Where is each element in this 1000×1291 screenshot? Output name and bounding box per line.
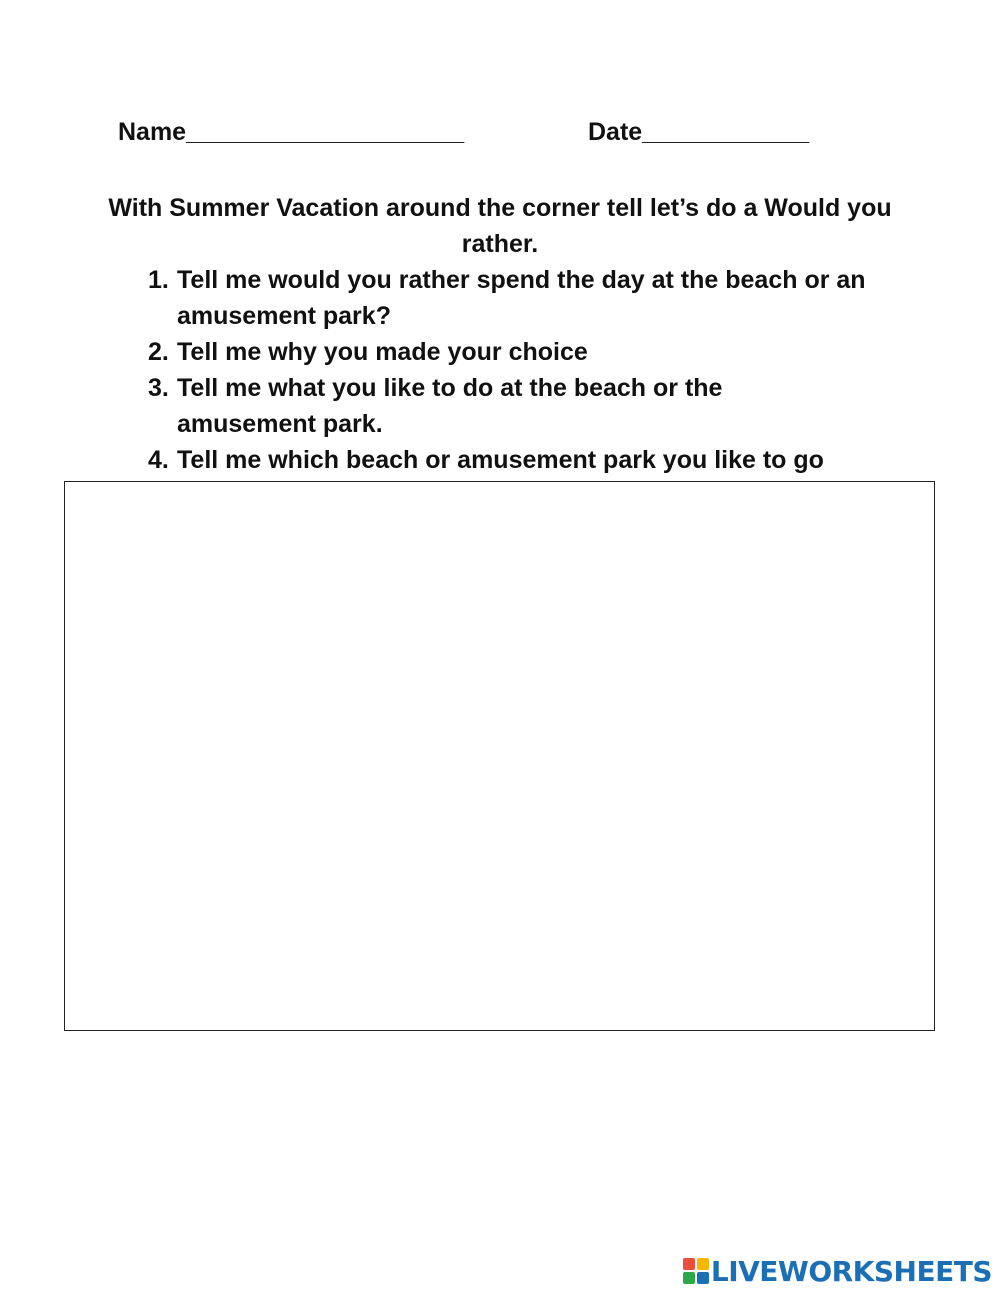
name-field[interactable]: Name____________________: [118, 118, 465, 146]
answer-box[interactable]: [64, 481, 935, 1031]
question-item: [148, 334, 868, 370]
question-item: [148, 442, 868, 478]
date-field[interactable]: Date____________: [588, 118, 810, 146]
liveworksheets-logo-icon: [683, 1258, 709, 1284]
question-number: 2.: [148, 338, 169, 366]
liveworksheets-brand: [683, 1254, 992, 1288]
question-number: 4.: [148, 446, 169, 474]
question-number: 1.: [148, 266, 169, 294]
brand-wordmark: LIVEWORKSHEETS: [710, 1254, 992, 1288]
header-row: [118, 118, 878, 158]
intro-text: With Summer Vacation around the corner tell let’s do a Would you rather.: [108, 194, 892, 258]
question-text: Tell me which beach or amusement park you like to go: [177, 446, 824, 474]
question-item: [148, 370, 868, 442]
question-list: [148, 262, 868, 478]
question-text: Tell me would you rather spend the day at the beach or an amusement park?: [177, 266, 866, 330]
question-item: [148, 262, 868, 334]
question-text: Tell me why you made your choice: [177, 338, 588, 366]
question-text: Tell me what you like to do at the beach or the amusement park.: [177, 374, 723, 438]
question-number: 3.: [148, 374, 169, 402]
